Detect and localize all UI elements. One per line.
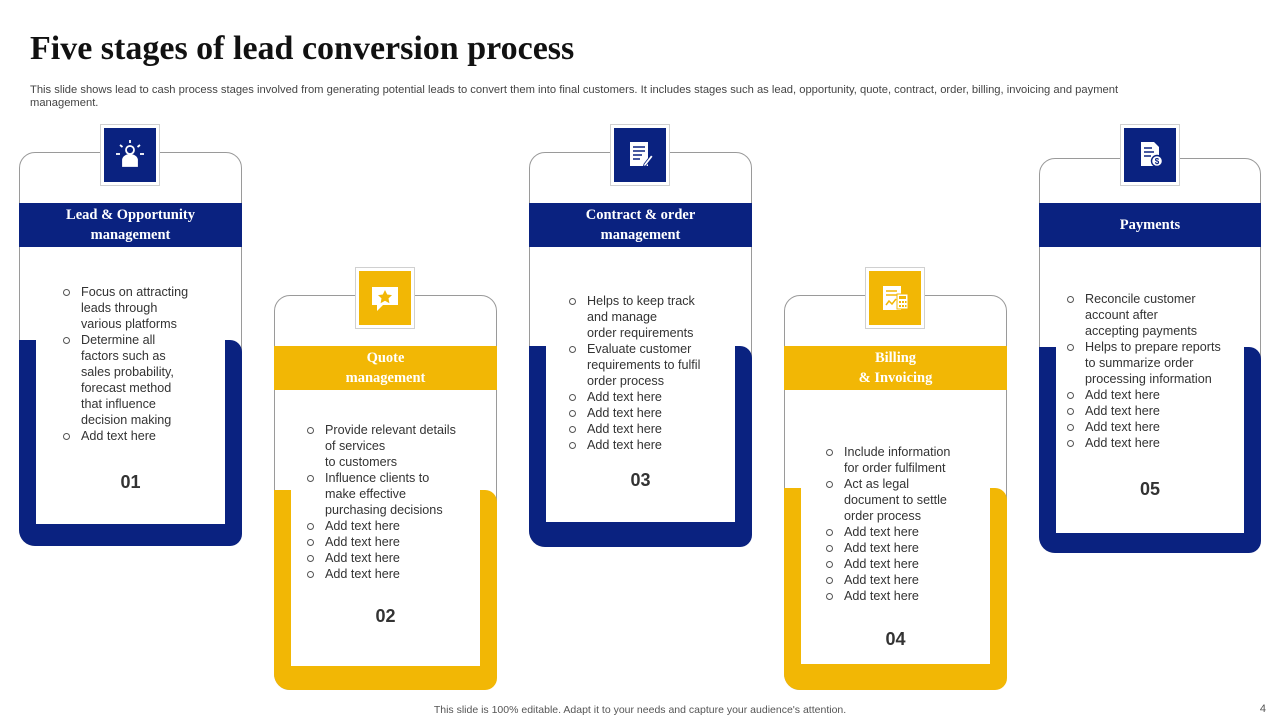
bullet-item: Add text here <box>1065 435 1257 451</box>
bullet-item: Add text here <box>567 405 747 421</box>
bullet-item: Reconcile customer account after accepting payments <box>1065 291 1257 339</box>
stage-card-3 <box>529 125 752 547</box>
bullet-item: Add text here <box>305 518 490 534</box>
page-title: Five stages of lead conversion process <box>30 30 575 67</box>
bullet-item: Add text here <box>61 428 231 444</box>
stage-title: Quote management <box>274 346 497 390</box>
bullet-item: Add text here <box>567 437 747 453</box>
quote-chat-icon <box>356 268 414 328</box>
stage-title: Payments <box>1039 203 1261 247</box>
page-number: 4 <box>1259 703 1266 715</box>
bullet-item: Act as legal document to settle order process <box>824 476 1002 524</box>
svg-text:$: $ <box>1154 157 1160 166</box>
lead-person-icon <box>101 125 159 185</box>
bullet-item: Add text here <box>1065 419 1257 435</box>
bullet-item: Add text here <box>1065 403 1257 419</box>
stage-number: 05 <box>1139 479 1161 499</box>
stage-bullets <box>1065 291 1257 451</box>
stage-title: Lead & Opportunity management <box>19 203 242 247</box>
bullet-item: Helps to prepare reports to summarize order processing information <box>1065 339 1257 387</box>
bullet-item: Add text here <box>305 534 490 550</box>
bullet-item: Determine all factors such as sales probability, forecast method that influence decision making <box>61 332 231 428</box>
stage-number: 01 <box>120 472 141 492</box>
invoice-calculator-icon <box>866 268 924 328</box>
bullet-item: Provide relevant details of services to customers <box>305 422 490 470</box>
bullet-item: Add text here <box>567 389 747 405</box>
bullet-item: Evaluate customer requirements to fulfil order process <box>567 341 747 389</box>
stage-number: 02 <box>375 606 396 626</box>
bullet-item: Add text here <box>824 524 1002 540</box>
bullet-item: Include information for order fulfilment <box>824 444 1002 476</box>
bullet-item: Add text here <box>1065 387 1257 403</box>
stage-card-2 <box>274 268 497 690</box>
stage-bullets <box>824 444 1002 604</box>
bullet-item: Add text here <box>305 550 490 566</box>
bullet-item: Focus on attracting leads through various platforms <box>61 284 231 332</box>
bullet-item: Add text here <box>305 566 490 582</box>
stage-number: 04 <box>885 629 906 649</box>
bullet-item: Add text here <box>567 421 747 437</box>
page-subtitle: This slide shows lead to cash process stages involved from generating potential leads to convert them into final customers. It includes stages such as lead, opportunity, quote, contract, order, billing, invoicing and payment management. <box>30 84 1119 109</box>
stage-bullets <box>61 284 231 444</box>
stage-card-5 <box>1039 125 1261 553</box>
footer-note: This slide is 100% editable. Adapt it to your needs and capture your audience's attention. <box>433 704 847 716</box>
stage-card-1 <box>19 125 242 550</box>
stage-bullets <box>567 293 747 453</box>
bullet-item: Add text here <box>824 572 1002 588</box>
stage-bullets <box>305 422 490 582</box>
bullet-item: Add text here <box>824 540 1002 556</box>
stage-title: Billing & Invoicing <box>784 346 1007 390</box>
stage-title: Contract & order management <box>529 203 752 247</box>
stage-number: 03 <box>630 470 651 490</box>
contract-document-icon <box>611 125 669 185</box>
bullet-item: Add text here <box>824 588 1002 604</box>
stage-card-4 <box>784 268 1007 690</box>
bullet-item: Add text here <box>824 556 1002 572</box>
payment-document-icon <box>1121 125 1179 185</box>
bullet-item: Helps to keep track and manage order requirements <box>567 293 747 341</box>
bullet-item: Influence clients to make effective purchasing decisions <box>305 470 490 518</box>
